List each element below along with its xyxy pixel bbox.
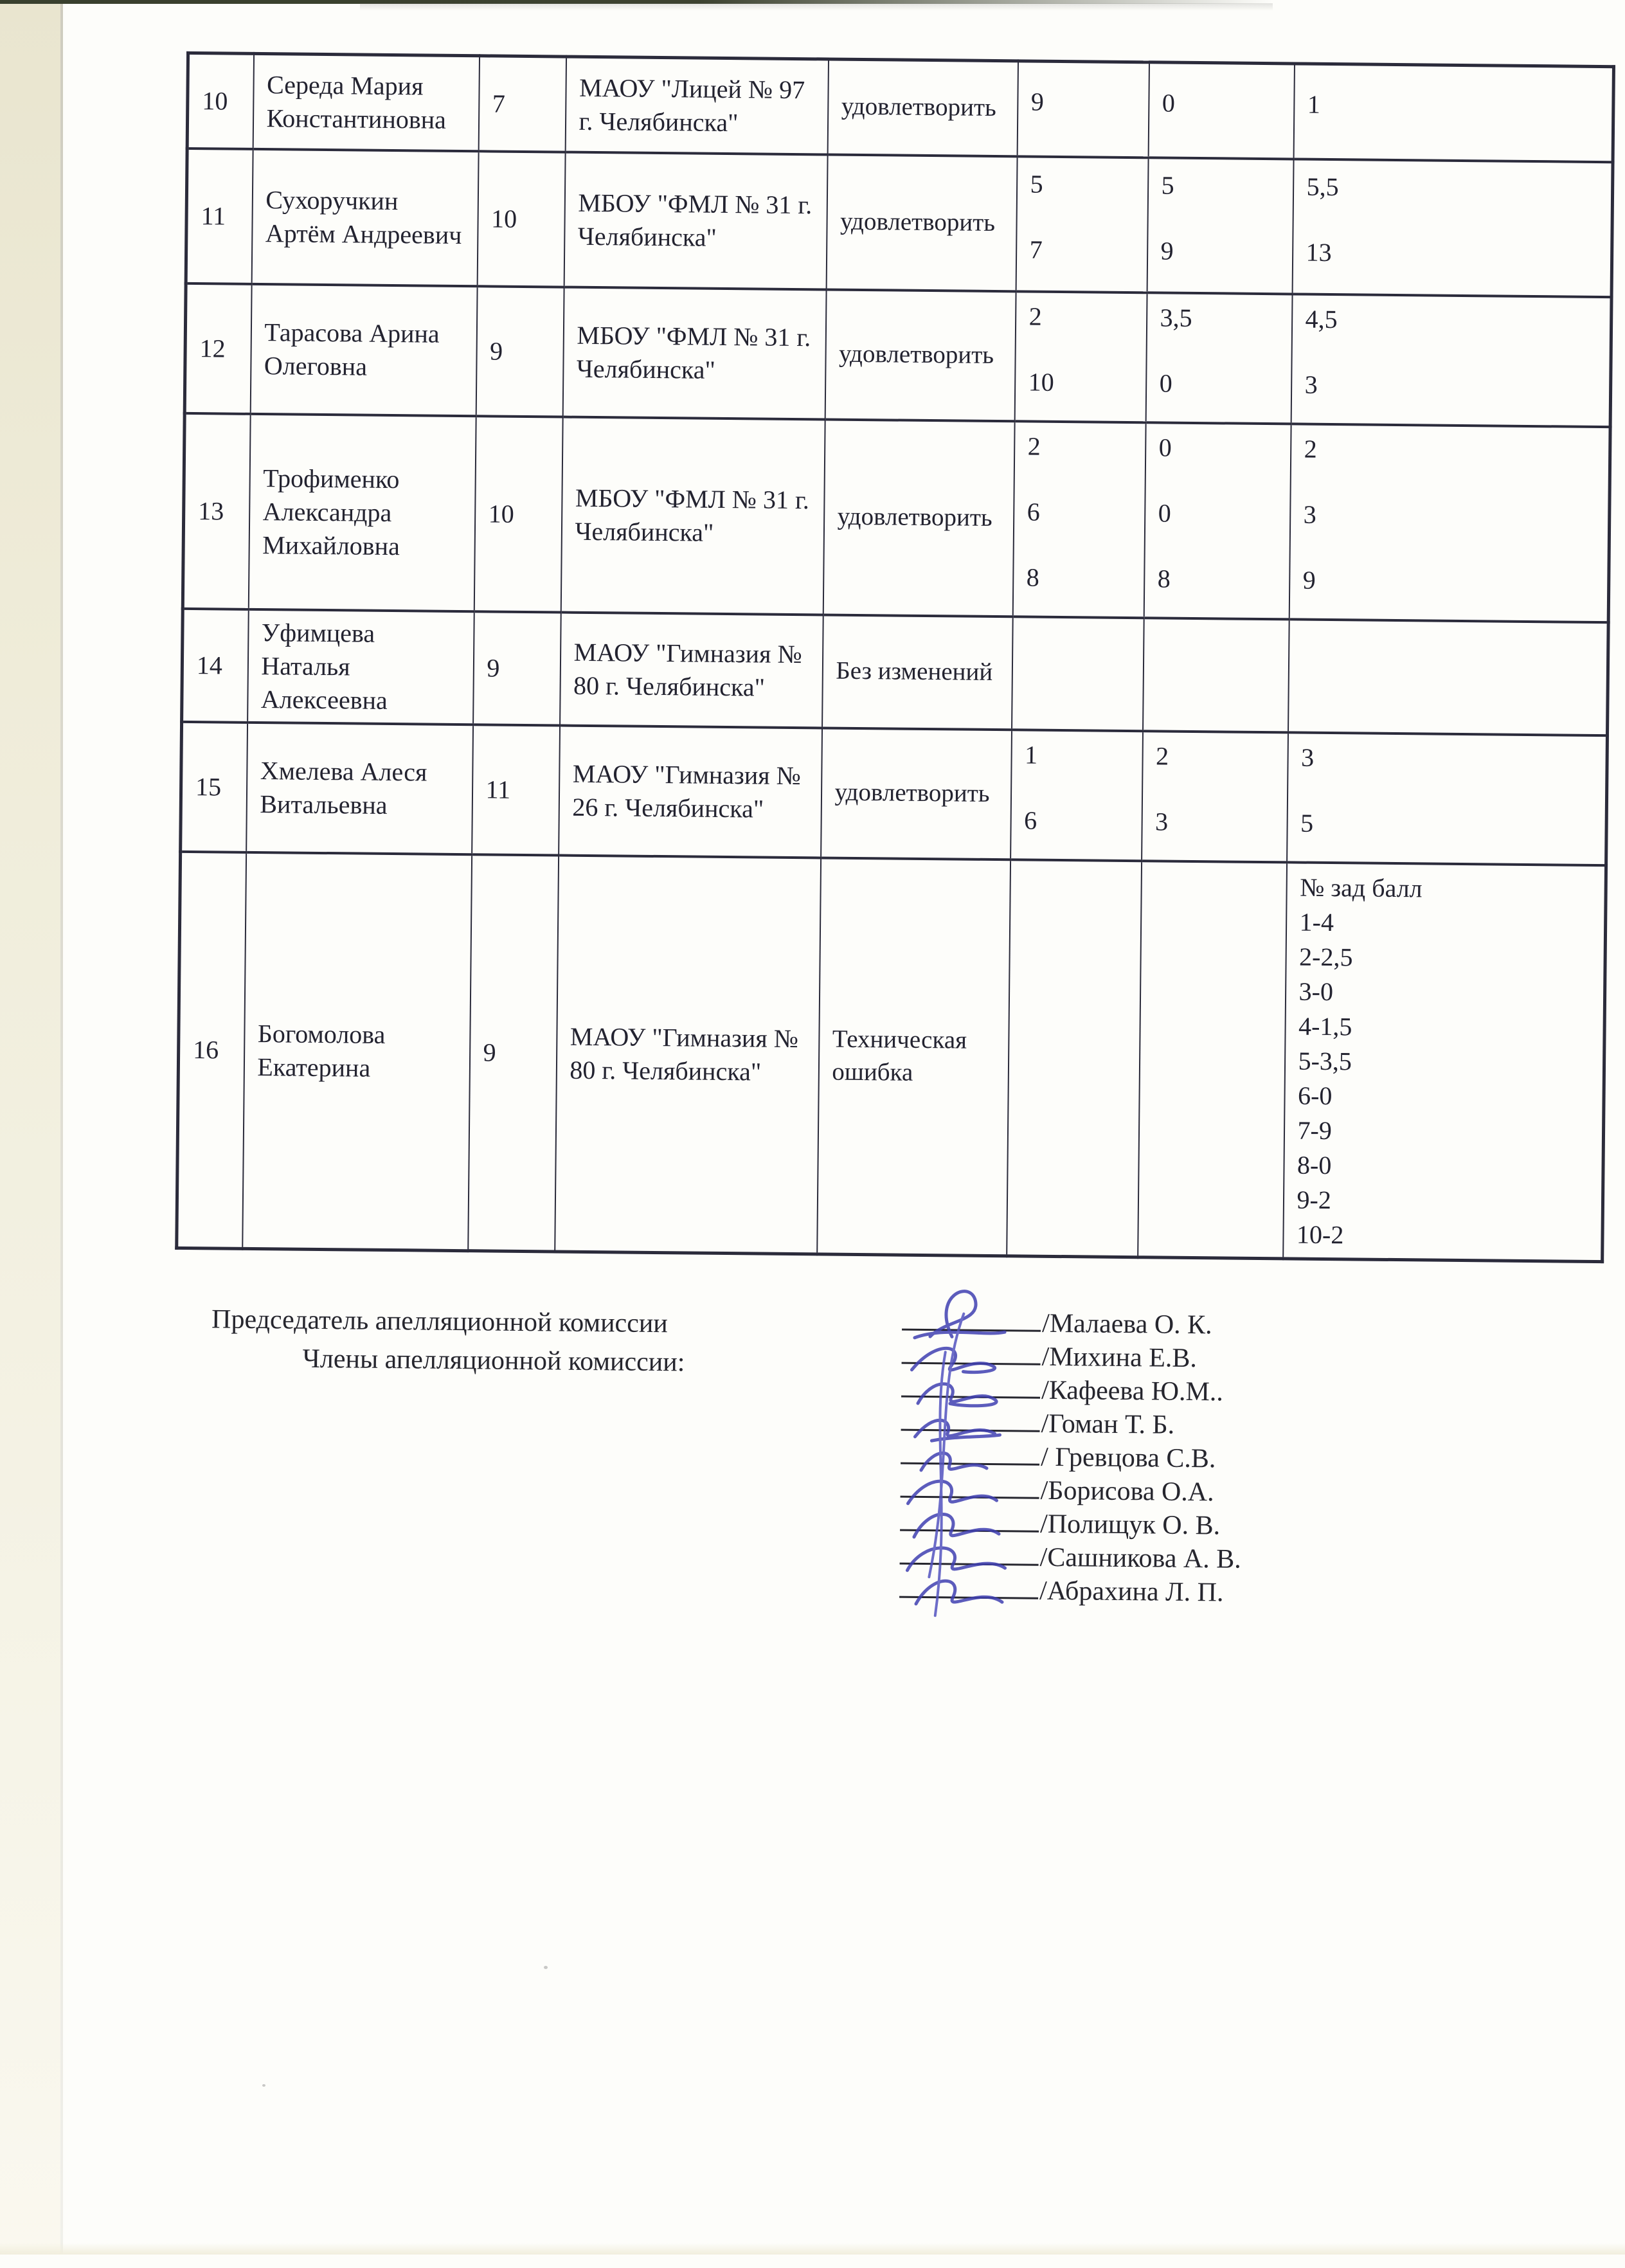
score-stack: 3,5 0: [1159, 302, 1192, 398]
cell-student-name: Трофименко Александра Михайловна: [248, 413, 476, 611]
score-stack: 3 5: [1300, 742, 1315, 838]
table-row: [183, 413, 1610, 622]
score-stack: 5,5 13: [1306, 172, 1339, 267]
cell-student-name: Уфимцева Наталья Алексеевна: [247, 609, 474, 724]
signature-stroke: [921, 1453, 987, 1471]
signature-stroke: [907, 1547, 1005, 1571]
cell-task-scores: [1283, 862, 1606, 1261]
table-row: [184, 283, 1612, 426]
signature-name: /Сашникова А. В.: [1039, 1542, 1242, 1574]
cell-score-2: [1148, 62, 1294, 159]
signature-stroke: [915, 1420, 1000, 1441]
appeals-results-table: [175, 51, 1615, 1263]
cell-row-number: 13: [183, 413, 250, 609]
cell-score-1: [1010, 730, 1143, 861]
signature-stroke: [915, 1291, 1005, 1338]
cell-score-3: [1293, 64, 1613, 162]
cell-decision: удовлетворить: [826, 154, 1017, 291]
table-row: [187, 53, 1613, 161]
score-stack: 5 9: [1160, 170, 1174, 266]
score-stack: [1157, 660, 1282, 662]
signature-stroke: [929, 1313, 964, 1616]
signature-stroke: [908, 1481, 996, 1504]
cell-row-number: 11: [186, 148, 253, 284]
cell-score-3: [1289, 424, 1610, 622]
score-stack: [1026, 659, 1136, 660]
cell-school: МАОУ "Гимназия № 26 г. Челябинска": [559, 725, 822, 858]
score-stack: [1022, 1043, 1133, 1045]
cell-class: 11: [472, 724, 560, 855]
cell-row-number: 15: [181, 721, 247, 852]
signature-name: / Гревцова С.В.: [1040, 1442, 1216, 1474]
members-label: Члены апелляционной комиссии:: [302, 1344, 685, 1378]
signature-name: /Полищук О. В.: [1039, 1509, 1221, 1541]
cell-class: 10: [474, 416, 562, 612]
chair-label: Председатель апелляционной комиссии: [211, 1304, 669, 1339]
cell-score-3: [1291, 294, 1612, 427]
score-stack: 1 6: [1023, 739, 1038, 835]
cell-row-number: 12: [184, 283, 251, 413]
cell-score-2: [1143, 618, 1289, 732]
cell-class: 9: [468, 854, 559, 1252]
cell-score-3: [1287, 732, 1608, 865]
table-row: [182, 608, 1609, 735]
signature-stroke: [916, 1581, 1002, 1605]
cell-row-number: 10: [187, 53, 253, 148]
cell-score-3: [1288, 619, 1609, 735]
score-stack: 1: [1307, 89, 1321, 119]
cell-class: 9: [476, 286, 564, 417]
cell-row-number: 14: [182, 608, 249, 722]
cell-score-1: [1017, 61, 1149, 158]
table-row: [186, 148, 1613, 296]
cell-class: 10: [477, 151, 565, 287]
score-stack: 4,5 3: [1304, 304, 1338, 399]
score-stack: 2 3 9: [1302, 434, 1317, 595]
cell-score-1: [1012, 421, 1145, 618]
signature-name: /Михина Е.В.: [1041, 1342, 1198, 1374]
task-score-list: № зад балл 1-4 2-2,5 3-0 4-1,5 5-3,5 6-0 7-9 8-0 9-2 10-2: [1296, 872, 1423, 1249]
cell-score-1: [1014, 291, 1147, 422]
cell-decision: удовлетворить: [827, 59, 1018, 156]
cell-class: 7: [478, 56, 566, 152]
cell-student-name: Богомолова Екатерина: [242, 852, 472, 1250]
cell-score-1: [1012, 616, 1144, 731]
cell-score-2: [1145, 292, 1292, 424]
cell-score-3: [1292, 159, 1613, 297]
cell-school: МБОУ "ФМЛ № 31 г. Челябинска": [562, 287, 826, 419]
score-stack: 0 0 8: [1157, 432, 1172, 593]
score-stack: 5 7: [1029, 169, 1043, 264]
cell-score-1: [1007, 860, 1142, 1257]
cell-student-name: Сухоручкин Артём Андреевич: [251, 148, 478, 285]
cell-score-2: [1142, 731, 1288, 862]
score-stack: 9: [1030, 87, 1045, 116]
signature-name: /Абрахина Л. П.: [1039, 1576, 1224, 1608]
cell-student-name: Середа Мария Константиновна: [253, 53, 479, 150]
signature-name: /Гоман Т. Б.: [1041, 1408, 1175, 1440]
signature-stroke: [914, 1514, 999, 1538]
signature-name: /Малаева О. К.: [1041, 1308, 1212, 1340]
cell-student-name: Тарасова Арина Олеговна: [250, 284, 477, 415]
cell-decision: удовлетворить: [821, 728, 1012, 860]
score-stack: [1153, 1045, 1278, 1046]
cell-decision: удовлетворить: [825, 289, 1016, 421]
cell-score-1: [1016, 156, 1148, 292]
score-stack: 0: [1162, 88, 1176, 118]
score-stack: 2 3: [1154, 741, 1169, 836]
cell-row-number: 16: [177, 851, 246, 1248]
cell-school: МАОУ "Гимназия № 80 г. Челябинска": [555, 855, 821, 1254]
signature-labels: [211, 1300, 685, 1382]
signature-name: /Борисова О.А.: [1040, 1475, 1214, 1508]
cell-decision: Техническая ошибка: [817, 858, 1010, 1256]
cell-class: 9: [473, 611, 561, 725]
score-stack: 2 6 8: [1026, 431, 1041, 592]
cell-score-2: [1138, 861, 1287, 1259]
cell-score-2: [1144, 422, 1291, 619]
cell-school: МАОУ "Гимназия № 80 г. Челябинска": [560, 612, 823, 728]
cell-student-name: Хмелева Алеся Витальевна: [246, 722, 473, 854]
score-stack: [1302, 662, 1600, 664]
signature-ink: [853, 1274, 1126, 1637]
cell-decision: Без изменений: [822, 615, 1013, 730]
cell-school: МБОУ "ФМЛ № 31 г. Челябинска": [564, 152, 827, 289]
cell-school: МАОУ "Лицей № 97 г. Челябинска": [565, 57, 828, 154]
cell-decision: удовлетворить: [823, 419, 1014, 616]
table-row: [181, 721, 1608, 865]
signature-name: /Кафеева Ю.М..: [1041, 1375, 1224, 1407]
score-stack: 2 10: [1028, 302, 1054, 397]
cell-school: МБОУ "ФМЛ № 31 г. Челябинска": [561, 417, 825, 615]
table-row: [177, 851, 1606, 1261]
cell-score-2: [1147, 158, 1293, 294]
signature-stroke: [918, 1383, 996, 1406]
